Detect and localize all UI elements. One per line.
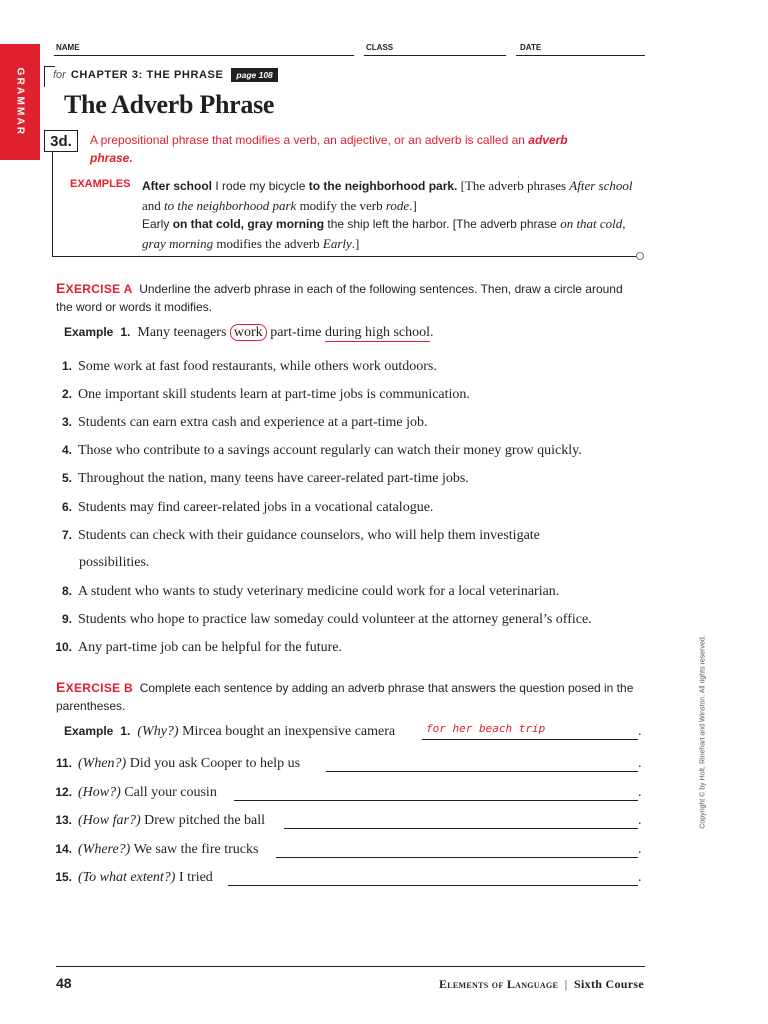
item-text: Drew pitched the ball — [140, 813, 266, 828]
example-circled-word: work — [230, 324, 267, 341]
answer-line-15[interactable] — [228, 885, 638, 886]
ex1-italic-2: to the neighborhood park — [164, 198, 297, 213]
copyright-notice: Copyright © by Holt, Rinehart and Winston. All rights reserved. — [699, 635, 707, 829]
ex2-phrase-1: on that cold, gray morning — [172, 217, 325, 231]
ex1-phrase-2: to the neighborhood park. — [308, 179, 458, 193]
rule-bracket-horizontal — [52, 256, 638, 257]
exercise-a-item-6[interactable] — [52, 498, 652, 517]
exercise-a-title-first: E — [56, 280, 66, 296]
answer-line-12[interactable] — [234, 800, 638, 801]
rule-bracket-vertical — [52, 152, 53, 256]
ex1-text-4: modify the verb — [296, 198, 386, 213]
example-text-after: . — [430, 325, 434, 340]
exercise-a-item-9[interactable] — [52, 610, 652, 629]
item-number: 10. — [55, 640, 72, 654]
example-number: 1. — [120, 325, 131, 339]
exercise-b-item-12 — [52, 785, 217, 803]
footer-book-title — [439, 977, 644, 992]
item-text: Students who hope to practice law someday could volunteer at the attorney general’s office. — [78, 612, 592, 627]
item-number: 9. — [61, 612, 72, 626]
rule-term: adverb phrase. — [90, 133, 568, 165]
class-label: CLASS — [366, 43, 394, 52]
item-number: 2. — [61, 387, 72, 401]
example-period: . — [638, 724, 642, 739]
ex1-phrase-1: After school — [142, 179, 213, 193]
example-answer-line — [422, 739, 638, 740]
item-14-period: . — [638, 842, 642, 857]
item-text: We saw the fire trucks — [130, 842, 259, 857]
ex2-text-2: the ship left the harbor. [The adverb phrase — [324, 217, 561, 231]
example-handwritten-answer: for her beach trip — [426, 722, 546, 735]
example-label: Example — [64, 724, 114, 738]
page-title: The Adverb Phrase — [64, 90, 275, 119]
class-field[interactable] — [364, 55, 506, 56]
example-question: (Why?) — [137, 724, 179, 739]
exercise-b-item-11 — [52, 756, 300, 774]
item-number: 7. — [61, 528, 72, 542]
item-text: Did you ask Cooper to help us — [126, 756, 301, 771]
footer-separator: | — [564, 977, 568, 991]
footer-rule — [56, 966, 645, 967]
item-number: 11. — [55, 756, 72, 770]
item-number: 14. — [55, 842, 72, 856]
ex2-italic-2: Early — [322, 236, 352, 251]
ex2-text-3: modifies the adverb — [213, 236, 323, 251]
exercise-a-item-7-continuation: possibilities. — [79, 555, 150, 570]
exercise-a-item-10[interactable] — [52, 638, 652, 657]
item-question: (How?) — [78, 785, 121, 800]
rule-definition: A prepositional phrase that modifies a verb, an adjective, or an adverb is called an — [90, 133, 525, 147]
exercise-a-item-1[interactable] — [52, 357, 652, 376]
item-text: I tried — [175, 870, 213, 885]
date-field[interactable] — [516, 55, 645, 56]
ex2-text-1: Early — [142, 217, 173, 231]
exercise-a-item-8[interactable] — [52, 582, 652, 601]
item-number: 8. — [61, 584, 72, 598]
example-text: Mircea bought an inexpensive camera — [178, 724, 396, 739]
exercise-b-example — [64, 724, 395, 740]
item-number: 6. — [61, 500, 72, 514]
exercise-b-item-13 — [52, 813, 265, 831]
exercise-a-item-4[interactable] — [52, 441, 652, 460]
footer-book: Elements of Language — [438, 977, 559, 991]
ex1-text-2: [The adverb phrases — [457, 178, 570, 193]
exercise-b-title — [56, 681, 133, 695]
item-text: Students may find career-related jobs in a vocational catalogue. — [78, 500, 434, 515]
exercise-a-heading — [56, 279, 640, 316]
item-text: Some work at fast food restaurants, while others work outdoors. — [78, 359, 437, 374]
item-text: Throughout the nation, many teens have career-related part-time jobs. — [78, 471, 469, 486]
example-text-before: Many teenagers — [137, 325, 230, 340]
exercise-b-title-rest: XERCISE B — [65, 681, 134, 695]
chapter-bar — [44, 66, 278, 84]
item-15-period: . — [638, 870, 642, 885]
item-number: 13. — [55, 813, 72, 827]
exercise-a-title-rest: XERCISE A — [65, 282, 133, 296]
side-tab-label: GRAMMAR — [14, 67, 26, 137]
example-1 — [142, 176, 638, 215]
ex1-italic-1: After school — [569, 178, 633, 193]
item-question: (How far?) — [78, 813, 141, 828]
footer-course: Sixth Course — [574, 977, 644, 991]
name-label: NAME — [56, 43, 80, 52]
item-number: 3. — [61, 415, 72, 429]
item-question: (To what extent?) — [78, 870, 176, 885]
exercise-b-heading — [56, 678, 640, 715]
ex2-text-4: .] — [351, 236, 360, 251]
answer-line-14[interactable] — [276, 857, 638, 858]
item-question: (Where?) — [78, 842, 131, 857]
item-number: 5. — [61, 471, 72, 485]
item-question: (When?) — [78, 756, 127, 771]
item-text: Students can check with their guidance counselors, who will help them investigate — [78, 528, 540, 543]
exercise-b-title-first: E — [56, 679, 66, 695]
chapter-title: CHAPTER 3: THE PHRASE — [70, 69, 224, 81]
item-text: One important skill students learn at part-time jobs is communication. — [78, 387, 470, 402]
exercise-a-instructions: Underline the adverb phrase in each of the following sentences. Then, draw a circle around the word or words it modifies. — [56, 282, 623, 314]
item-text: A student who wants to study veterinary medicine could work for a local veterinarian. — [78, 584, 560, 599]
example-underlined-phrase: during high school — [325, 325, 430, 340]
ex1-text-3: and — [142, 198, 165, 213]
ex1-text-1: I rode my bicycle — [212, 179, 309, 193]
examples-label: EXAMPLES — [70, 178, 131, 190]
name-field[interactable] — [54, 55, 354, 56]
exercise-b-item-15 — [52, 870, 213, 888]
exercise-a-item-3[interactable] — [52, 413, 652, 432]
page-number: 48 — [56, 975, 72, 991]
exercise-a-item-2[interactable] — [52, 385, 652, 404]
example-text-middle: part-time — [266, 325, 325, 340]
date-label: DATE — [520, 43, 542, 52]
chapter-for: for — [53, 69, 66, 81]
ex1-italic-3: rode — [385, 198, 410, 213]
exercise-a-item-7[interactable] — [52, 526, 652, 545]
example-2 — [142, 214, 638, 253]
item-text: Those who contribute to a savings account regularly can watch their money grow quickly. — [78, 443, 582, 458]
example-label: Example — [64, 325, 114, 339]
exercise-b-item-14 — [52, 842, 258, 860]
exercise-b-instructions: Complete each sentence by adding an adverb phrase that answers the question posed in the parentheses. — [56, 681, 634, 713]
item-11-period: . — [638, 756, 642, 771]
answer-line-11[interactable] — [326, 771, 638, 772]
ex2-italic-1: on that cold, gray morning — [142, 216, 626, 251]
rule-end-circle-icon — [636, 252, 644, 260]
example-number: 1. — [120, 724, 131, 738]
item-12-period: . — [638, 785, 642, 800]
answer-line-13[interactable] — [284, 828, 638, 829]
exercise-a-item-5[interactable] — [52, 469, 652, 488]
page-badge: page 108 — [231, 68, 277, 82]
rule-text — [90, 131, 610, 167]
item-number: 1. — [61, 359, 72, 373]
item-text: Students can earn extra cash and experience at a part-time job. — [78, 415, 428, 430]
item-number: 15. — [55, 870, 72, 884]
rule-number: 3d. — [44, 130, 78, 152]
exercise-a-title — [56, 282, 133, 296]
item-number: 12. — [55, 785, 72, 799]
item-13-period: . — [638, 813, 642, 828]
item-text: Any part-time job can be helpful for the future. — [78, 640, 342, 655]
exercise-a-example — [64, 325, 434, 341]
item-text: Call your cousin — [120, 785, 217, 800]
ex1-text-5: .] — [409, 198, 417, 213]
item-number: 4. — [61, 443, 72, 457]
